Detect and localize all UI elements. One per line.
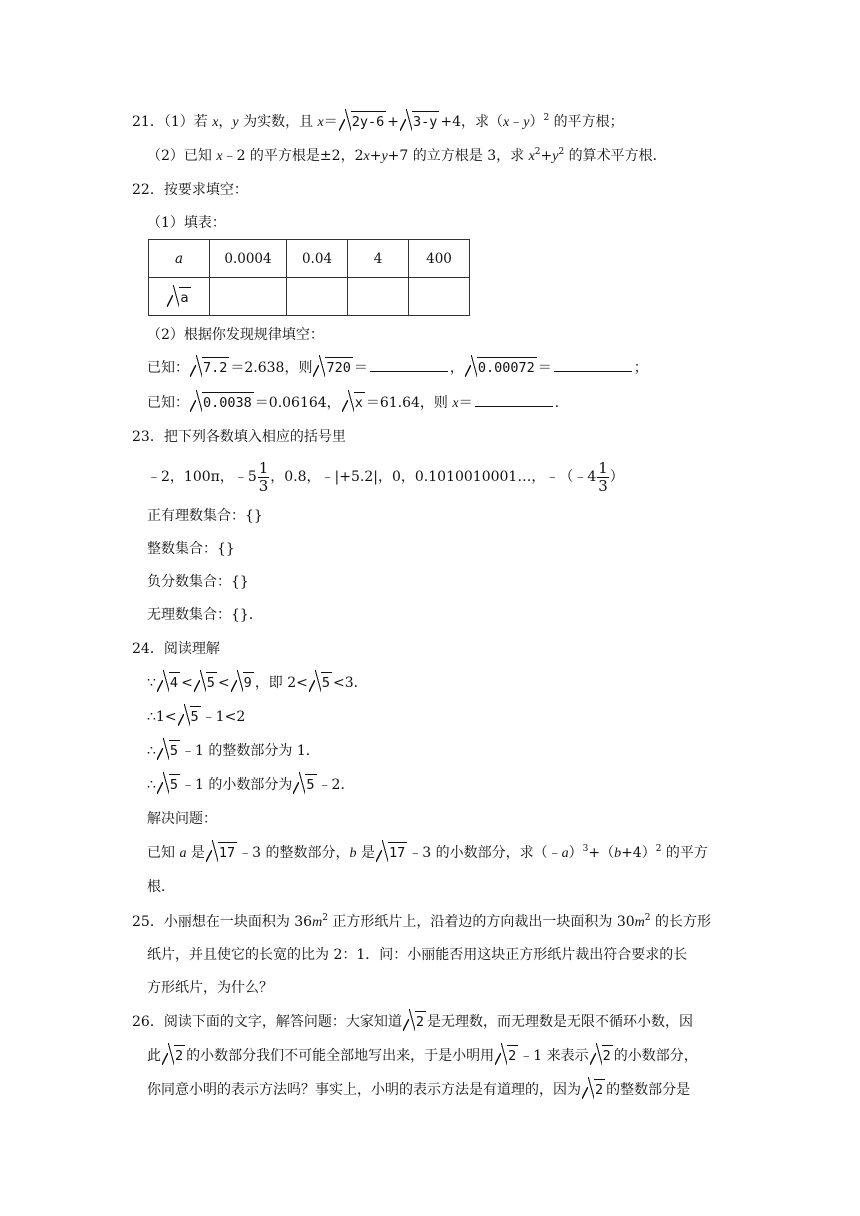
sqrt-symbol: 5 <box>309 672 332 694</box>
sqrt-symbol: 3-y <box>400 111 439 133</box>
q26-line-1: 26．阅读下面的文字，解答问题：大家知道 2 是无理数，而无理数是无限不循环小数，因 <box>132 1011 693 1033</box>
q22-sub1: （1）填表： <box>147 215 226 231</box>
q24-line-7: 根． <box>147 879 175 895</box>
table-cell: 4 <box>348 240 409 278</box>
table-row <box>149 278 470 316</box>
table-cell-sqrt-a-label <box>149 278 210 316</box>
table-row <box>149 240 470 278</box>
sqrt-symbol: 5 <box>194 672 217 694</box>
q22-line-2: 已知： 0.0038 ＝0.06164， x ＝61.64，则 x＝ . <box>147 392 559 415</box>
q25-line-3: 方形纸片，为什么？ <box>147 980 273 996</box>
q25-number: 25． <box>132 914 164 930</box>
sqrt-symbol: 5 <box>157 774 180 796</box>
table-cell: 0.0004 <box>210 240 287 278</box>
q26-line-2: 此 2 的小数部分我们不可能全部地写出来，于是小明用 2 ﹣1 来表示 2 的小数部分， <box>147 1045 698 1067</box>
q22-sub2: （2）根据你发现规律填空： <box>147 327 324 343</box>
q24-line-6: 已知 a 是 17 ﹣3 的整数部分，b 是 17 ﹣3 的小数部分，求$(﹣a)^3+(b+4)^2$ 的平方 <box>147 842 708 865</box>
answer-blank[interactable] <box>475 392 553 407</box>
table-cell-empty[interactable] <box>409 278 470 316</box>
sqrt-symbol: 2 <box>582 1079 605 1101</box>
sqrt-symbol: 7.2 <box>190 357 229 379</box>
table-cell-empty[interactable] <box>287 278 348 316</box>
sqrt-symbol: 4 <box>157 672 180 694</box>
table-cell: 400 <box>409 240 470 278</box>
q24-line-3: ∴ 5 ﹣1 的整数部分为 1． <box>147 740 320 762</box>
q21-line-1: 21．（1）若 x，y 为实数，且 x＝ 2y-6 + 3-y +4，求（x﹣y）$^2$ 的平方根； <box>132 111 624 134</box>
fraction: $\frac{1}{3}$ <box>598 458 608 495</box>
answer-blank[interactable] <box>370 357 448 372</box>
q24-line-1: ∵ 4 < 5 < 9 ，即 2< 5 <3． <box>147 672 368 694</box>
q23-number: 23． <box>132 429 164 445</box>
q23-title: 23．把下列各数填入相应的括号里 <box>132 429 346 445</box>
answer-blank[interactable] <box>554 357 632 372</box>
q25-line-1: 25．小丽想在一块面积为 $36m^2$ 正方形纸片上，沿着边的方向裁出一块面积为 $30m^2$ 的长方形 <box>132 913 711 930</box>
table-cell: 0.04 <box>287 240 348 278</box>
q26-number: 26． <box>132 1014 164 1030</box>
sqrt-symbol: 5 <box>178 706 201 728</box>
sqrt-symbol: 2 <box>495 1045 518 1067</box>
q24-line-2: ∴1< 5 ﹣1<2 <box>147 706 245 728</box>
q22-line-1: 已知： 7.2 ＝2.638，则 720 ＝ ， 0.00072 ＝ ； <box>147 357 648 379</box>
q22-number: 22． <box>132 182 164 198</box>
set-integers: 整数集合：{} <box>147 541 235 557</box>
q21-number: 21． <box>132 114 164 130</box>
sqrt-symbol: 17 <box>206 842 237 864</box>
table-cell-empty[interactable] <box>210 278 287 316</box>
sqrt-symbol: 17 <box>376 842 407 864</box>
q23-numbers: ﹣2，100π，﹣5 $\frac{1}{3}$ ，0.8，﹣|+5.2|，0，0.1010010001…，﹣（﹣4 $\frac{1}{3}$ ） <box>147 458 624 495</box>
sqrt-symbol: 9 <box>231 672 254 694</box>
sqrt-symbol: a <box>167 287 190 307</box>
sqrt-symbol: 0.00072 <box>465 357 537 379</box>
q22-title: 22．按要求填空： <box>132 182 248 198</box>
table-cell-a-label: a <box>149 240 210 278</box>
sqrt-symbol: 720 <box>313 357 352 379</box>
sqrt-symbol: 2 <box>403 1011 426 1033</box>
sqrt-symbol: 2 <box>162 1045 185 1067</box>
fill-table <box>148 239 470 316</box>
q24-line-5: 解决问题： <box>147 811 217 827</box>
sqrt-symbol: 0.0038 <box>190 392 254 414</box>
sqrt-symbol: 5 <box>293 774 316 796</box>
q24-number: 24． <box>132 641 164 657</box>
q21-line-2: （2）已知 x﹣2 的平方根是±2，2x+y+7 的立方根是 3，求 $x^2+y^2$ 的算术平方根． <box>147 147 667 164</box>
set-irrational: 无理数集合：{}． <box>147 607 263 623</box>
q24-title: 24．阅读理解 <box>132 641 220 657</box>
set-positive-rational: 正有理数集合：{} <box>147 508 263 524</box>
sqrt-symbol: x <box>342 392 365 414</box>
q26-line-3: 你同意小明的表示方法吗？事实上，小明的表示方法是有道理的，因为 2 的整数部分是 <box>147 1079 690 1101</box>
q25-line-2: 纸片，并且使它的长宽的比为 2：1．问：小丽能否用这块正方形纸片裁出符合要求的长 <box>147 947 688 963</box>
sqrt-symbol: 2 <box>590 1045 613 1067</box>
table-cell-empty[interactable] <box>348 278 409 316</box>
set-negative-fractions: 负分数集合：{} <box>147 574 249 590</box>
q24-line-4: ∴ 5 ﹣1 的小数部分为 5 ﹣2． <box>147 774 354 796</box>
sqrt-symbol: 2y-6 <box>339 111 387 133</box>
fraction: $\frac{1}{3}$ <box>258 458 269 495</box>
sqrt-symbol: 5 <box>157 740 180 762</box>
